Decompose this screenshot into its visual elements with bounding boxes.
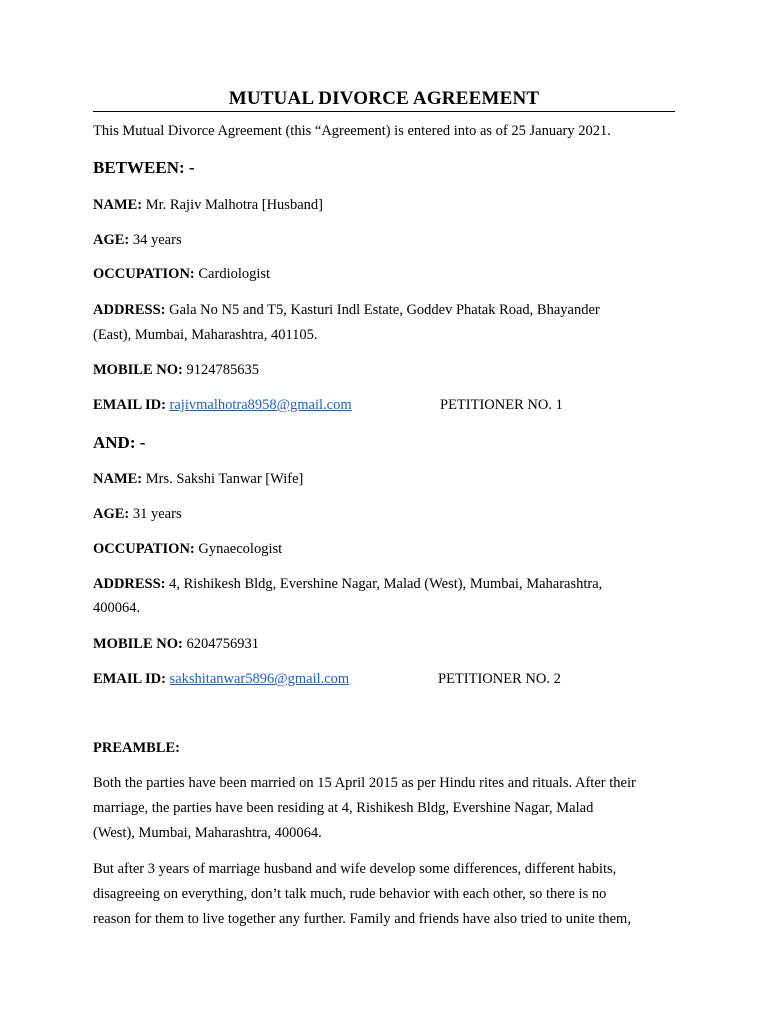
preamble-p2-line1: But after 3 years of marriage husband and wife develop some differences, different habits, bbox=[93, 861, 617, 877]
preamble-p2-line3: reason for them to live together any further. Family and friends have also tried to unite them, bbox=[93, 911, 631, 927]
party1-mobile-row bbox=[93, 362, 259, 379]
party1-occupation-label: OCCUPATION: bbox=[93, 266, 195, 282]
party2-email-label: EMAIL ID: bbox=[93, 671, 166, 687]
party1-address-line2: (East), Mumbai, Maharashtra, 401105. bbox=[93, 327, 318, 343]
title-underline bbox=[93, 111, 675, 112]
party2-occupation-value: Gynaecologist bbox=[198, 541, 283, 557]
party1-email-link[interactable]: rajivmalhotra8958@gmail.com bbox=[169, 397, 352, 413]
party2-age-row bbox=[93, 506, 182, 523]
petitioner-2-label: PETITIONER NO. 2 bbox=[438, 671, 561, 687]
party2-occupation-row bbox=[93, 541, 282, 558]
party1-occupation-row bbox=[93, 266, 270, 283]
party1-mobile-label: MOBILE NO: bbox=[93, 362, 183, 378]
party2-email-row bbox=[93, 671, 349, 688]
party2-occupation-label: OCCUPATION: bbox=[93, 541, 195, 557]
preamble-p1-line1: Both the parties have been married on 15 April 2015 as per Hindu rites and rituals. After their bbox=[93, 775, 636, 791]
petitioner-1-label: PETITIONER NO. 1 bbox=[440, 397, 563, 413]
party1-name-value: Mr. Rajiv Malhotra [Husband] bbox=[145, 197, 323, 213]
party1-address-line1: Gala No N5 and T5, Kasturi Indl Estate, Goddev Phatak Road, Bhayander bbox=[169, 302, 600, 318]
party1-email-label: EMAIL ID: bbox=[93, 397, 166, 413]
party2-name-value: Mrs. Sakshi Tanwar [Wife] bbox=[145, 471, 304, 487]
intro-text: This Mutual Divorce Agreement (this “Agreement) is entered into as of 25 January 2021. bbox=[93, 123, 611, 139]
between-heading: BETWEEN: - bbox=[93, 158, 195, 177]
preamble-p1-line3: (West), Mumbai, Maharashtra, 400064. bbox=[93, 825, 322, 841]
preamble-p1-line2: marriage, the parties have been residing at 4, Rishikesh Bldg, Evershine Nagar, Malad bbox=[93, 800, 594, 816]
party2-email-link[interactable]: sakshitanwar5896@gmail.com bbox=[169, 671, 350, 687]
party2-address-line2: 400064. bbox=[93, 600, 141, 616]
party1-age-value: 34 years bbox=[132, 232, 182, 248]
party1-age-label: AGE: bbox=[93, 232, 130, 248]
preamble-heading: PREAMBLE: bbox=[93, 740, 180, 756]
party2-name-row bbox=[93, 471, 303, 488]
party2-age-label: AGE: bbox=[93, 506, 130, 522]
party1-age-row bbox=[93, 232, 182, 249]
party2-age-value: 31 years bbox=[132, 506, 182, 522]
party1-mobile-value: 9124785635 bbox=[186, 362, 259, 378]
preamble-p2-line2: disagreeing on everything, don’t talk much, rude behavior with each other, so there is no bbox=[93, 886, 607, 902]
party2-address-label: ADDRESS: bbox=[93, 576, 166, 592]
party2-address-line1: 4, Rishikesh Bldg, Evershine Nagar, Malad (West), Mumbai, Maharashtra, bbox=[169, 576, 603, 592]
party1-email-row bbox=[93, 397, 352, 414]
party1-occupation-value: Cardiologist bbox=[198, 266, 271, 282]
party1-address-label: ADDRESS: bbox=[93, 302, 166, 318]
party2-mobile-row bbox=[93, 636, 259, 653]
document-title: MUTUAL DIVORCE AGREEMENT bbox=[228, 88, 540, 109]
party1-name-row bbox=[93, 197, 323, 214]
party1-name-label: NAME: bbox=[93, 197, 143, 213]
party2-mobile-value: 6204756931 bbox=[186, 636, 259, 652]
party2-address-row bbox=[93, 576, 602, 593]
party1-address-row bbox=[93, 302, 600, 319]
party2-mobile-label: MOBILE NO: bbox=[93, 636, 183, 652]
and-heading: AND: - bbox=[93, 433, 146, 452]
party2-name-label: NAME: bbox=[93, 471, 143, 487]
